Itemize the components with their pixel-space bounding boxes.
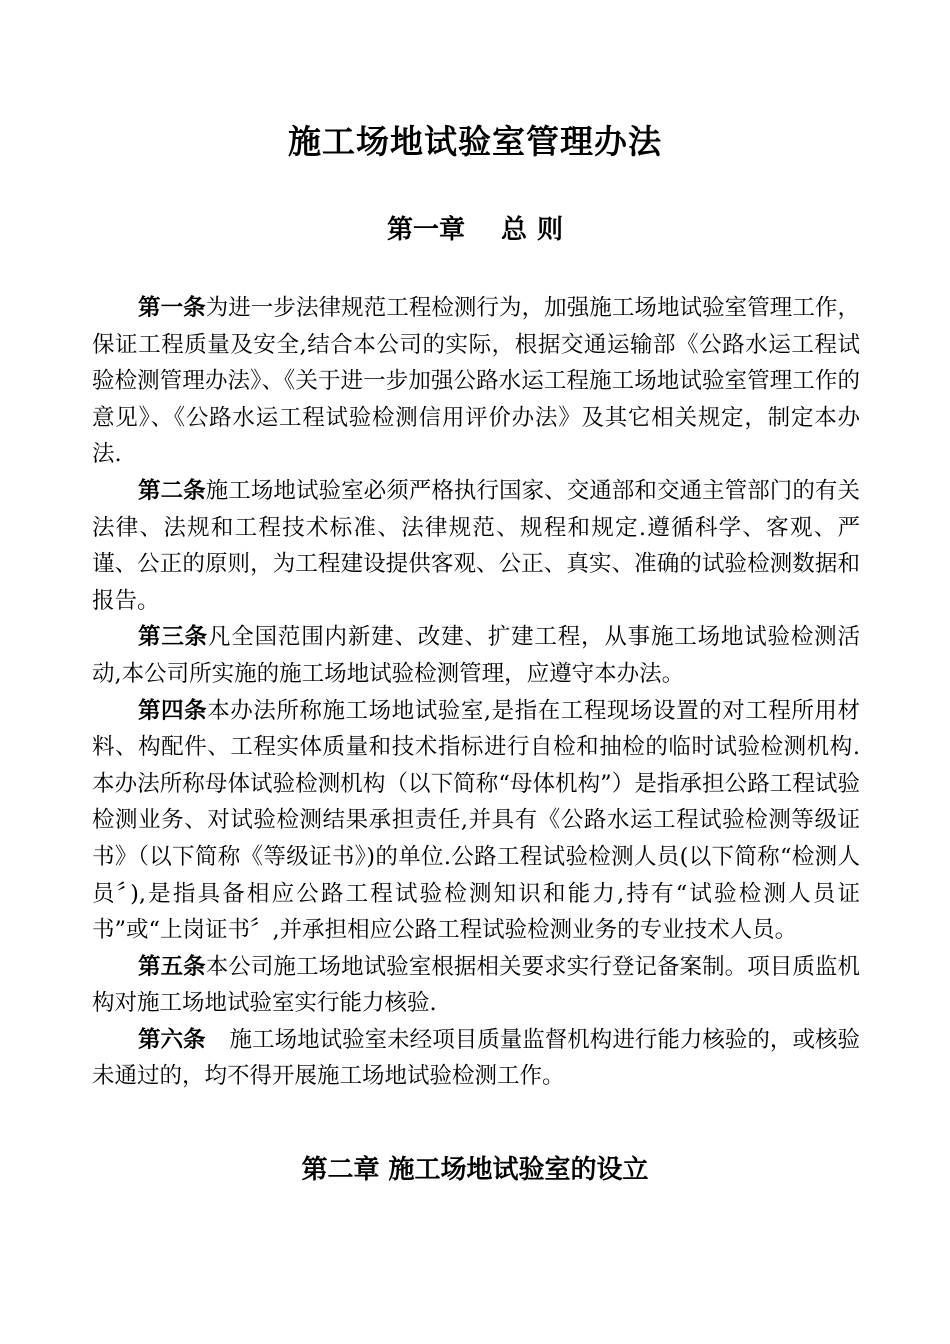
article-5-text: 本公司施工场地试验室根据相关要求实行登记备案制。项目质监机构对施工场地试验室实行能力核验. [92,953,860,1017]
chapter-1-name-part1: 总 [500,215,527,245]
article-5-label: 第五条 [138,953,206,980]
chapter-2-heading: 第二章 施工场地试验室的设立 [301,1155,649,1185]
article-6-text: 施工场地试验室未经项目质量监督机构进行能力核验的，或核验未通过的，均不得开展施工场地试验检测工作。 [92,1026,860,1090]
article-3-text: 凡全国范围内新建、改建、扩建工程，从事施工场地试验检测活动,本公司所实施的施工场地试验检测管理，应遵守本办法。 [92,624,860,687]
article-1 [92,290,860,473]
article-1-label: 第一条 [138,295,206,321]
article-2-text: 施工场地试验室必须严格执行国家、交通部和交通主管部门的有关法律、法规和工程技术标准、法律规范、规程和规定.遵循科学、客观、严谨、公正的原则，为工程建设提供客观、公正、真实、准确的试验检测数据和报告。 [92,477,860,614]
chapter-1-name-part2: 则 [537,215,564,245]
document-title: 施工场地试验室管理办法 [288,122,662,161]
article-1-text: 为进一步法律规范工程检测行为，加强施工场地试验室管理工作，保证工程质量及安全,结合本公司的实际，根据交通运输部《公路水运工程试验检测管理办法》、《关于进一步加强公路水运工程施工场地试验室管理工作的意见》、《公路水运工程试验检测信用评价办法》及其它相关规定，制定本办法. [92,295,860,468]
article-3-label: 第三条 [138,624,208,651]
article-4-label: 第四条 [138,697,208,724]
article-4-text: 本办法所称施工场地试验室,是指在工程现场设置的对工程所用材料、构配件、工程实体质量和技术指标进行自检和抽检的临时试验检测机构.本办法所称母体试验检测机构（以下简称“母体机构”）是指承担公路工程试验检测业务、对试验检测结果承担责任,并具有《公路水运工程试验检测等级证书》（以下简称《等级证书》)的单位.公路工程试验检测人员(以下简称“检测人员〞),是指具备相应公路工程试验检测知识和能力,持有“试验检测人员证书”或“上岗证书〞,并承担相应公路工程试验检测业务的专业技术人员。 [92,697,860,944]
chapter-1-body [92,290,860,1095]
article-5 [92,949,860,1022]
article-4 [92,693,860,949]
article-3 [92,619,860,692]
article-6-label: 第六条 [138,1026,206,1053]
article-2 [92,473,860,619]
article-2-label: 第二条 [138,477,206,504]
chapter-1-label: 第一章 [386,215,465,245]
chapter-1-heading [0,210,950,250]
article-6 [92,1022,860,1095]
